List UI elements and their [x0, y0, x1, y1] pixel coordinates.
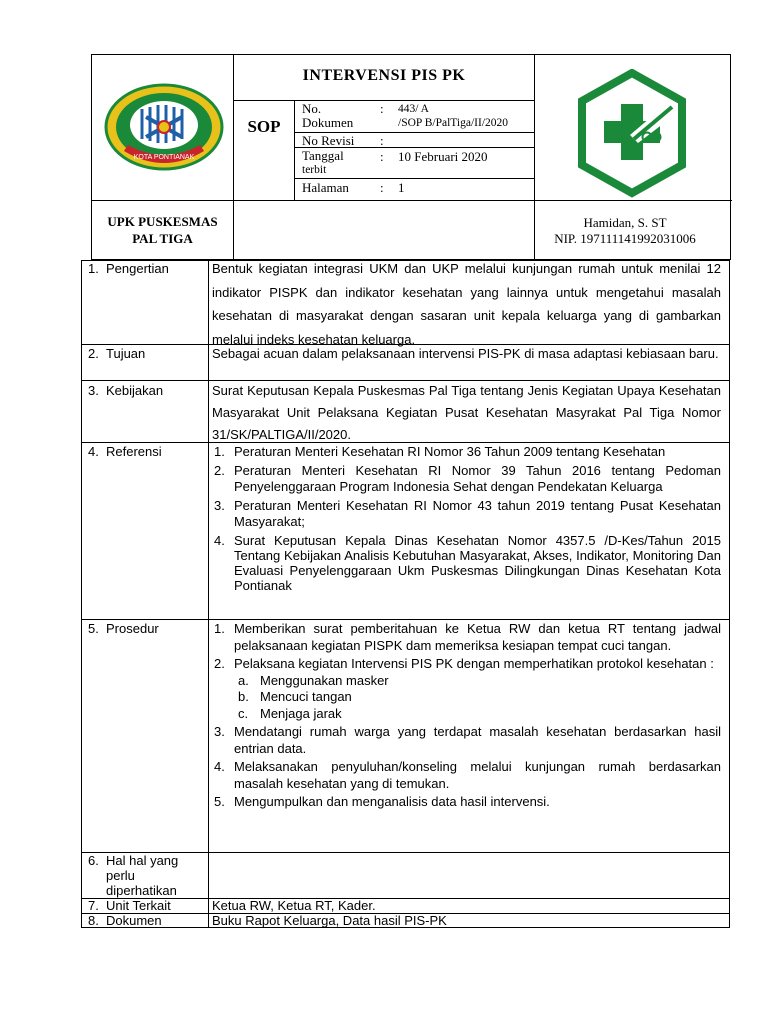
- list-item: 4. Melaksanakan penyuluhan/konseling melalui kunjungan rumah berdasarkan masalah kesehatan yang di temukan.: [214, 759, 721, 791]
- svg-text:KOTA PONTIANAK: KOTA PONTIANAK: [133, 154, 195, 161]
- document-header: [91, 54, 731, 260]
- referensi-list: [212, 444, 721, 593]
- row-kebijakan: 3. Kebijakan Surat Keputusan Kepala Puskesmas Pal Tiga tentang Jenis Kegiatan Upaya Kesehatan Masyarakat Unit Pelaksana Kegiatan Pusat Kesehatan Masyrakat Pal Tiga Nomor 31/SK/PALTIGA/II/2020.: [82, 381, 729, 443]
- unit-terkait-text: Ketua RW, Ketua RT, Kader.: [212, 898, 376, 913]
- organization-name: UPK PUSKESMAS PAL TIGA: [107, 214, 218, 246]
- tujuan-text: Sebagai acuan dalam pelaksanaan intervensi PIS-PK di masa adaptasi kebiasaan baru.: [212, 346, 719, 361]
- kota-pontianak-emblem-icon: [102, 79, 226, 175]
- list-item: 3. Peraturan Menteri Kesehatan RI Nomor 43 tahun 2019 tentang Pusat Kesehatan Masyarakat;: [214, 497, 721, 529]
- meta-sep: :: [380, 101, 384, 116]
- meta-label-nodokumen: No. Dokumen: [302, 101, 354, 130]
- sop-content-table: [81, 260, 730, 928]
- row-dokumen: 8. Dokumen Buku Rapot Keluarga, Data hasil PIS-PK: [82, 914, 729, 928]
- signatory-name: Hamidan, S. ST: [583, 215, 667, 230]
- meta-sep: :: [380, 133, 384, 148]
- row-unit-terkait: 7. Unit Terkait Ketua RW, Ketua RT, Kader.: [82, 899, 729, 914]
- meta-sep: :: [380, 149, 384, 164]
- row-hal-diperhatikan: 6. Hal hal yang perlu diperhatikan: [82, 853, 729, 899]
- pengertian-text: Bentuk kegiatan integrasi UKM dan UKP melalui kunjungan rumah untuk menilai 12 indikator PISPK dan indikator kesehatan yang lainnya untuk mengetahui masalah kesehatan di masyarakat dengan sasaran unit kepala keluarga yang di gambarkan melalui indeks kesehatan keluarga.: [212, 261, 721, 347]
- list-item: 1. Peraturan Menteri Kesehatan RI Nomor 36 Tahun 2009 tentang Kesehatan: [214, 444, 666, 459]
- document-title: INTERVENSI PIS PK: [302, 67, 466, 84]
- puskesmas-logo-icon: [574, 69, 690, 199]
- list-item: 1. Memberikan surat pemberitahuan ke Ketua RW dan ketua RT tentang jadwal pelaksanaan kegiatan PISPK dam memeriksa kesiapan tempat cuci tangan.: [214, 621, 721, 653]
- meta-label-norevisi: No Revisi: [302, 133, 355, 148]
- list-item: a. Menggunakan masker: [238, 672, 389, 688]
- prosedur-list: [212, 621, 721, 811]
- list-item: c. Menjaga jarak: [238, 705, 342, 721]
- kebijakan-text: Surat Keputusan Kepala Puskesmas Pal Tiga tentang Jenis Kegiatan Upaya Kesehatan Masyarakat Unit Pelaksana Kegiatan Pusat Kesehatan Masyrakat Pal Tiga Nomor 31/SK/PALTIGA/II/2020.: [212, 383, 721, 442]
- list-item: b. Mencuci tangan: [238, 689, 352, 704]
- signatory: [534, 215, 730, 247]
- row-tujuan: 2. Tujuan Sebagai acuan dalam pelaksanaan intervensi PIS-PK di masa adaptasi kebiasaan baru.: [82, 345, 729, 381]
- meta-value-halaman: 1: [398, 180, 405, 195]
- meta-value-nodokumen: 443/ A /SOP B/PalTiga/II/2020: [398, 103, 509, 129]
- dokumen-text: Buku Rapot Keluarga, Data hasil PIS-PK: [212, 913, 447, 928]
- meta-sep: :: [380, 180, 384, 195]
- row-referensi: 4. Referensi 1. Peraturan Menteri Kesehatan RI Nomor 36 Tahun 2009 tentang Kesehatan 2. Peraturan Menteri Kesehatan RI Nomor 39 Tahun 2016 tentang Pedoman Penyelenggaraan Program Indonesia Sehat dengan Pendekatan Keluarga 3. Peraturan Menteri Kesehatan RI Nomor 43 tahun 2019 tentang Pusat Kesehatan Masyarakat; 4. Surat Keputusan Kepala Dinas Kesehatan Nomor 4357.5 /D-Kes/Tahun 2015 Tentang Kebijakan Analisis Kebutuhan Masyarakat, Akses, Indikator, Monitoring Dan Evaluasi Penyelenggaraan Ukm Puskesmas Dilingkungan Dinas Kesehatan Kota Pontianak: [82, 443, 729, 620]
- list-item: 2. Peraturan Menteri Kesehatan RI Nomor 39 Tahun 2016 tentang Pedoman Penyelenggaraan Program Indonesia Sehat dengan Pendekatan Keluarga: [214, 462, 721, 494]
- list-item: 2. Pelaksana kegiatan Intervensi PIS PK dengan memperhatikan protokol kesehatan :: [214, 656, 714, 671]
- meta-label-halaman: Halaman: [302, 180, 349, 195]
- signatory-nip: NIP. 197111141992031006: [554, 231, 696, 246]
- row-prosedur: 5. Prosedur 1. Memberikan surat pemberitahuan ke Ketua RW dan ketua RT tentang jadwal pelaksanaan kegiatan PISPK dam memeriksa kesiapan tempat cuci tangan. 2. Pelaksana kegiatan Intervensi PIS PK dengan memperhatikan protokol kesehatan : a. Menggunakan masker b. Mencuci tangan c. Menjaga jarak 3. Mendatangi rumah warga yang terdapat masalah kesehatan berdasarkan hasil entrian data. 4. Melaksanakan penyuluhan/konseling melalui kunjungan rumah berdasarkan masalah kesehatan yang di temukan. 5. Mengumpulkan dan menganalisis data hasil intervensi.: [82, 620, 729, 853]
- meta-value-tanggal: 10 Februari 2020: [398, 149, 488, 164]
- sop-label: SOP: [247, 117, 281, 136]
- list-item: 5. Mengumpulkan dan menganalisis data hasil intervensi.: [214, 794, 550, 809]
- list-item: 3. Mendatangi rumah warga yang terdapat masalah kesehatan berdasarkan hasil entrian data.: [214, 724, 721, 756]
- row-pengertian: 1. Pengertian Bentuk kegiatan integrasi UKM dan UKP melalui kunjungan rumah untuk menilai 12 indikator PISPK dan indikator kesehatan yang lainnya untuk mengetahui masalah kesehatan di masyarakat dengan sasaran unit kepala keluarga yang di gambarkan melalui indeks kesehatan keluarga.: [82, 261, 729, 345]
- meta-label-tanggal: Tanggal terbit: [302, 148, 344, 176]
- list-item: 4. Surat Keputusan Kepala Dinas Kesehatan Nomor 4357.5 /D-Kes/Tahun 2015 Tentang Kebijakan Analisis Kebutuhan Masyarakat, Akses, Indikator, Monitoring Dan Evaluasi Penyelenggaraan Ukm Puskesmas Dilingkungan Dinas Kesehatan Kota Pontianak: [214, 532, 721, 593]
- prosedur-sublist: [212, 673, 721, 723]
